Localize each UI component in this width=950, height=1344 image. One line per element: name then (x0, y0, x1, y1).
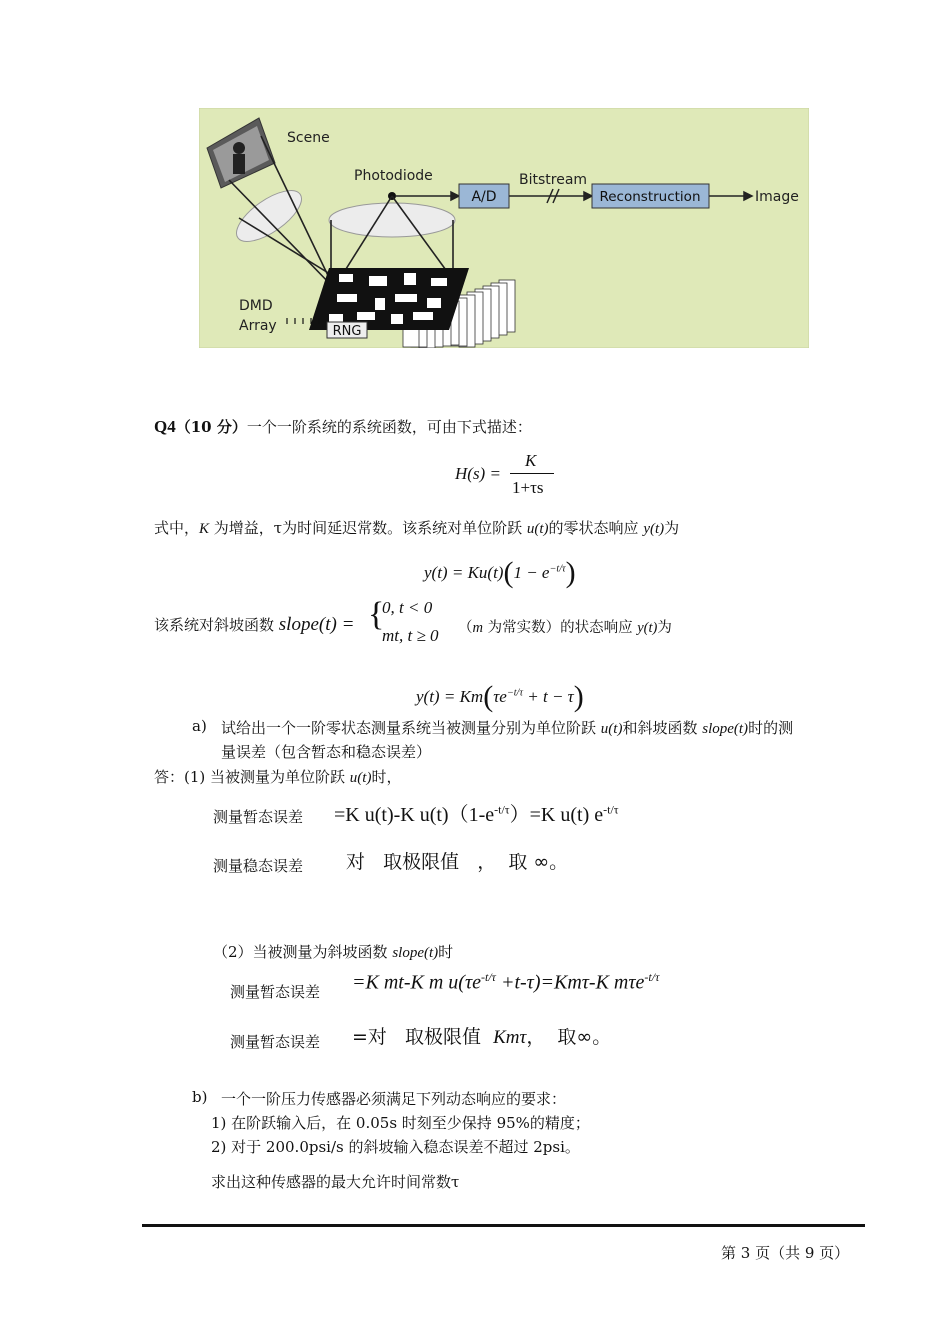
part-a-marker: a) (192, 717, 207, 735)
desc-u: u(t) (526, 521, 549, 537)
eq1-paren-left: ( (503, 556, 514, 589)
hs-denominator: 1+τs (512, 478, 544, 497)
part-b-marker: b) (192, 1088, 208, 1106)
eq2-tail: + t − τ (523, 687, 574, 706)
slope-tail (458, 616, 672, 637)
slope-function: slope(t) = (278, 614, 355, 635)
slope-y: y(t) (637, 620, 658, 636)
r3-exp-b: -t/τ (644, 970, 660, 984)
step-response-equation (424, 552, 576, 589)
lens-photodiode (329, 203, 455, 237)
part-b-text: 一个一阶压力传感器必须满足下列动态响应的要求： (221, 1090, 567, 1108)
r3-label: 测量暂态误差 (230, 983, 321, 1001)
r4-label: 测量暂态误差 (230, 1033, 321, 1051)
eq1-paren-right: ) (565, 556, 576, 589)
compressive-camera-diagram (199, 108, 809, 348)
r1-value-b: ）=K u(t) e (509, 804, 604, 826)
part-a-text2: 和斜坡函数 (622, 719, 703, 737)
r4-value-c: ， 取∞。 (526, 1026, 612, 1048)
eq1-lhs: y(t) = Ku(t) (424, 563, 504, 582)
part-a-slope: slope(t) (702, 721, 749, 737)
array-label: Array (239, 318, 277, 334)
answer-prefix: 答：(1) 当被测量为单位阶跃 (154, 768, 350, 786)
eq2-paren-left: ( (483, 680, 494, 713)
r3-value-a: =K mt-K m u(τe (352, 971, 481, 994)
part-b-ask: 求出这种传感器的最大允许时间常数τ (211, 1173, 460, 1191)
eq1-inner: 1 − e (513, 563, 550, 582)
r1-label: 测量暂态误差 (213, 808, 304, 826)
desc-line (154, 517, 679, 538)
part-a-u: u(t) (600, 721, 623, 737)
hs-fraction-bar (510, 473, 554, 474)
part-b-req-1: 1) 在阶跃输入后，在 0.05s 时刻至少保持 95%的精度； (211, 1114, 590, 1132)
part-b-req-2: 2) 对于 200.0psi/s 的斜坡输入稳态误差不超过 2psi。 (211, 1138, 580, 1156)
answer-intro (154, 766, 401, 787)
answer-u: u(t) (349, 770, 372, 786)
part-2-slope: slope(t) (392, 945, 439, 961)
q4-points: （10 分） (175, 418, 247, 436)
dmd-label: DMD (239, 298, 273, 314)
answer-suffix: 时， (371, 768, 402, 786)
slope-case-2 (382, 626, 439, 646)
r4-value-a: =对 取极限值 (352, 1026, 494, 1048)
slope-case-1 (382, 598, 432, 618)
slope-text-c: 为常实数）的状态响应 (482, 620, 638, 636)
slope-case-1-text: 0, t < 0 (382, 598, 433, 617)
r2-label: 测量稳态误差 (213, 857, 304, 875)
hs-numerator: K (525, 451, 537, 470)
q4-label: Q4 (154, 417, 176, 436)
part-2-prefix: （2）当被测量为斜坡函数 (213, 943, 393, 961)
bitstream-label: Bitstream (519, 172, 588, 188)
eq2-exponent: −t/τ (506, 687, 524, 699)
eq2-lhs: y(t) = Km (416, 687, 484, 706)
desc-text-b: 为增益，τ为时间延迟常数。该系统对单位阶跃 (209, 519, 527, 537)
part-2-intro (213, 941, 453, 962)
rng-label: RNG (332, 324, 362, 339)
footer-rule (142, 1224, 865, 1227)
q4-intro: 一个一阶系统的系统函数，可由下式描述： (246, 418, 532, 436)
page-number: 第 3 页（共 9 页） (721, 1244, 850, 1262)
desc-text-a: 式中， (154, 519, 200, 537)
part-a-line2: 量误差（包含暂态和稳态误差） (221, 743, 432, 761)
slope-text-d: 为 (657, 620, 672, 636)
part-a-text3: 时的测 (748, 719, 794, 737)
r3-value-b: +t-τ)=Kmτ-K mτe (495, 971, 645, 994)
hs-lhs: H(s) = (455, 464, 501, 483)
part-a-text1: 试给出一个一阶零状态测量系统当被测量分别为单位阶跃 (221, 719, 601, 737)
desc-k: K (199, 521, 210, 537)
slope-m: m (472, 620, 483, 636)
scene-label: Scene (287, 130, 330, 146)
part-a-line1 (221, 717, 793, 738)
q4-heading (154, 416, 532, 437)
eq2-paren-right: ) (573, 680, 584, 713)
r1-value-a: =K u(t)-K u(t)（1-e (334, 804, 495, 826)
ramp-response-equation (416, 676, 584, 713)
r4-value-b: Kmτ (493, 1027, 527, 1048)
slope-case-2-text: mt, t ≥ 0 (382, 626, 439, 645)
r4-value (352, 1022, 611, 1049)
r3-value (352, 970, 659, 995)
slope-lead (154, 614, 354, 636)
slope-text-b: （ (458, 620, 473, 636)
part-2-suffix: 时 (438, 943, 454, 961)
desc-text-d: 为 (664, 519, 680, 537)
eq2-inner: τe (493, 687, 507, 706)
slope-brace: { (368, 596, 385, 633)
desc-text-c: 的零状态响应 (548, 519, 644, 537)
ad-label: A/D (471, 189, 497, 205)
image-label: Image (755, 189, 799, 205)
r1-value (334, 798, 619, 827)
r1-exp-b: -t/τ (603, 802, 619, 817)
r2-value: 对 取极限值 ， 取 ∞。 (346, 851, 569, 873)
slope-text-a: 该系统对斜坡函数 (154, 616, 279, 634)
r3-exp-a: -t/τ (480, 970, 496, 984)
reconstruction-label: Reconstruction (599, 189, 701, 205)
desc-y: y(t) (643, 521, 665, 537)
photodiode-label: Photodiode (354, 168, 433, 184)
r1-exp-a: -t/τ (494, 802, 510, 817)
eq1-exponent: −t/τ (549, 563, 566, 575)
